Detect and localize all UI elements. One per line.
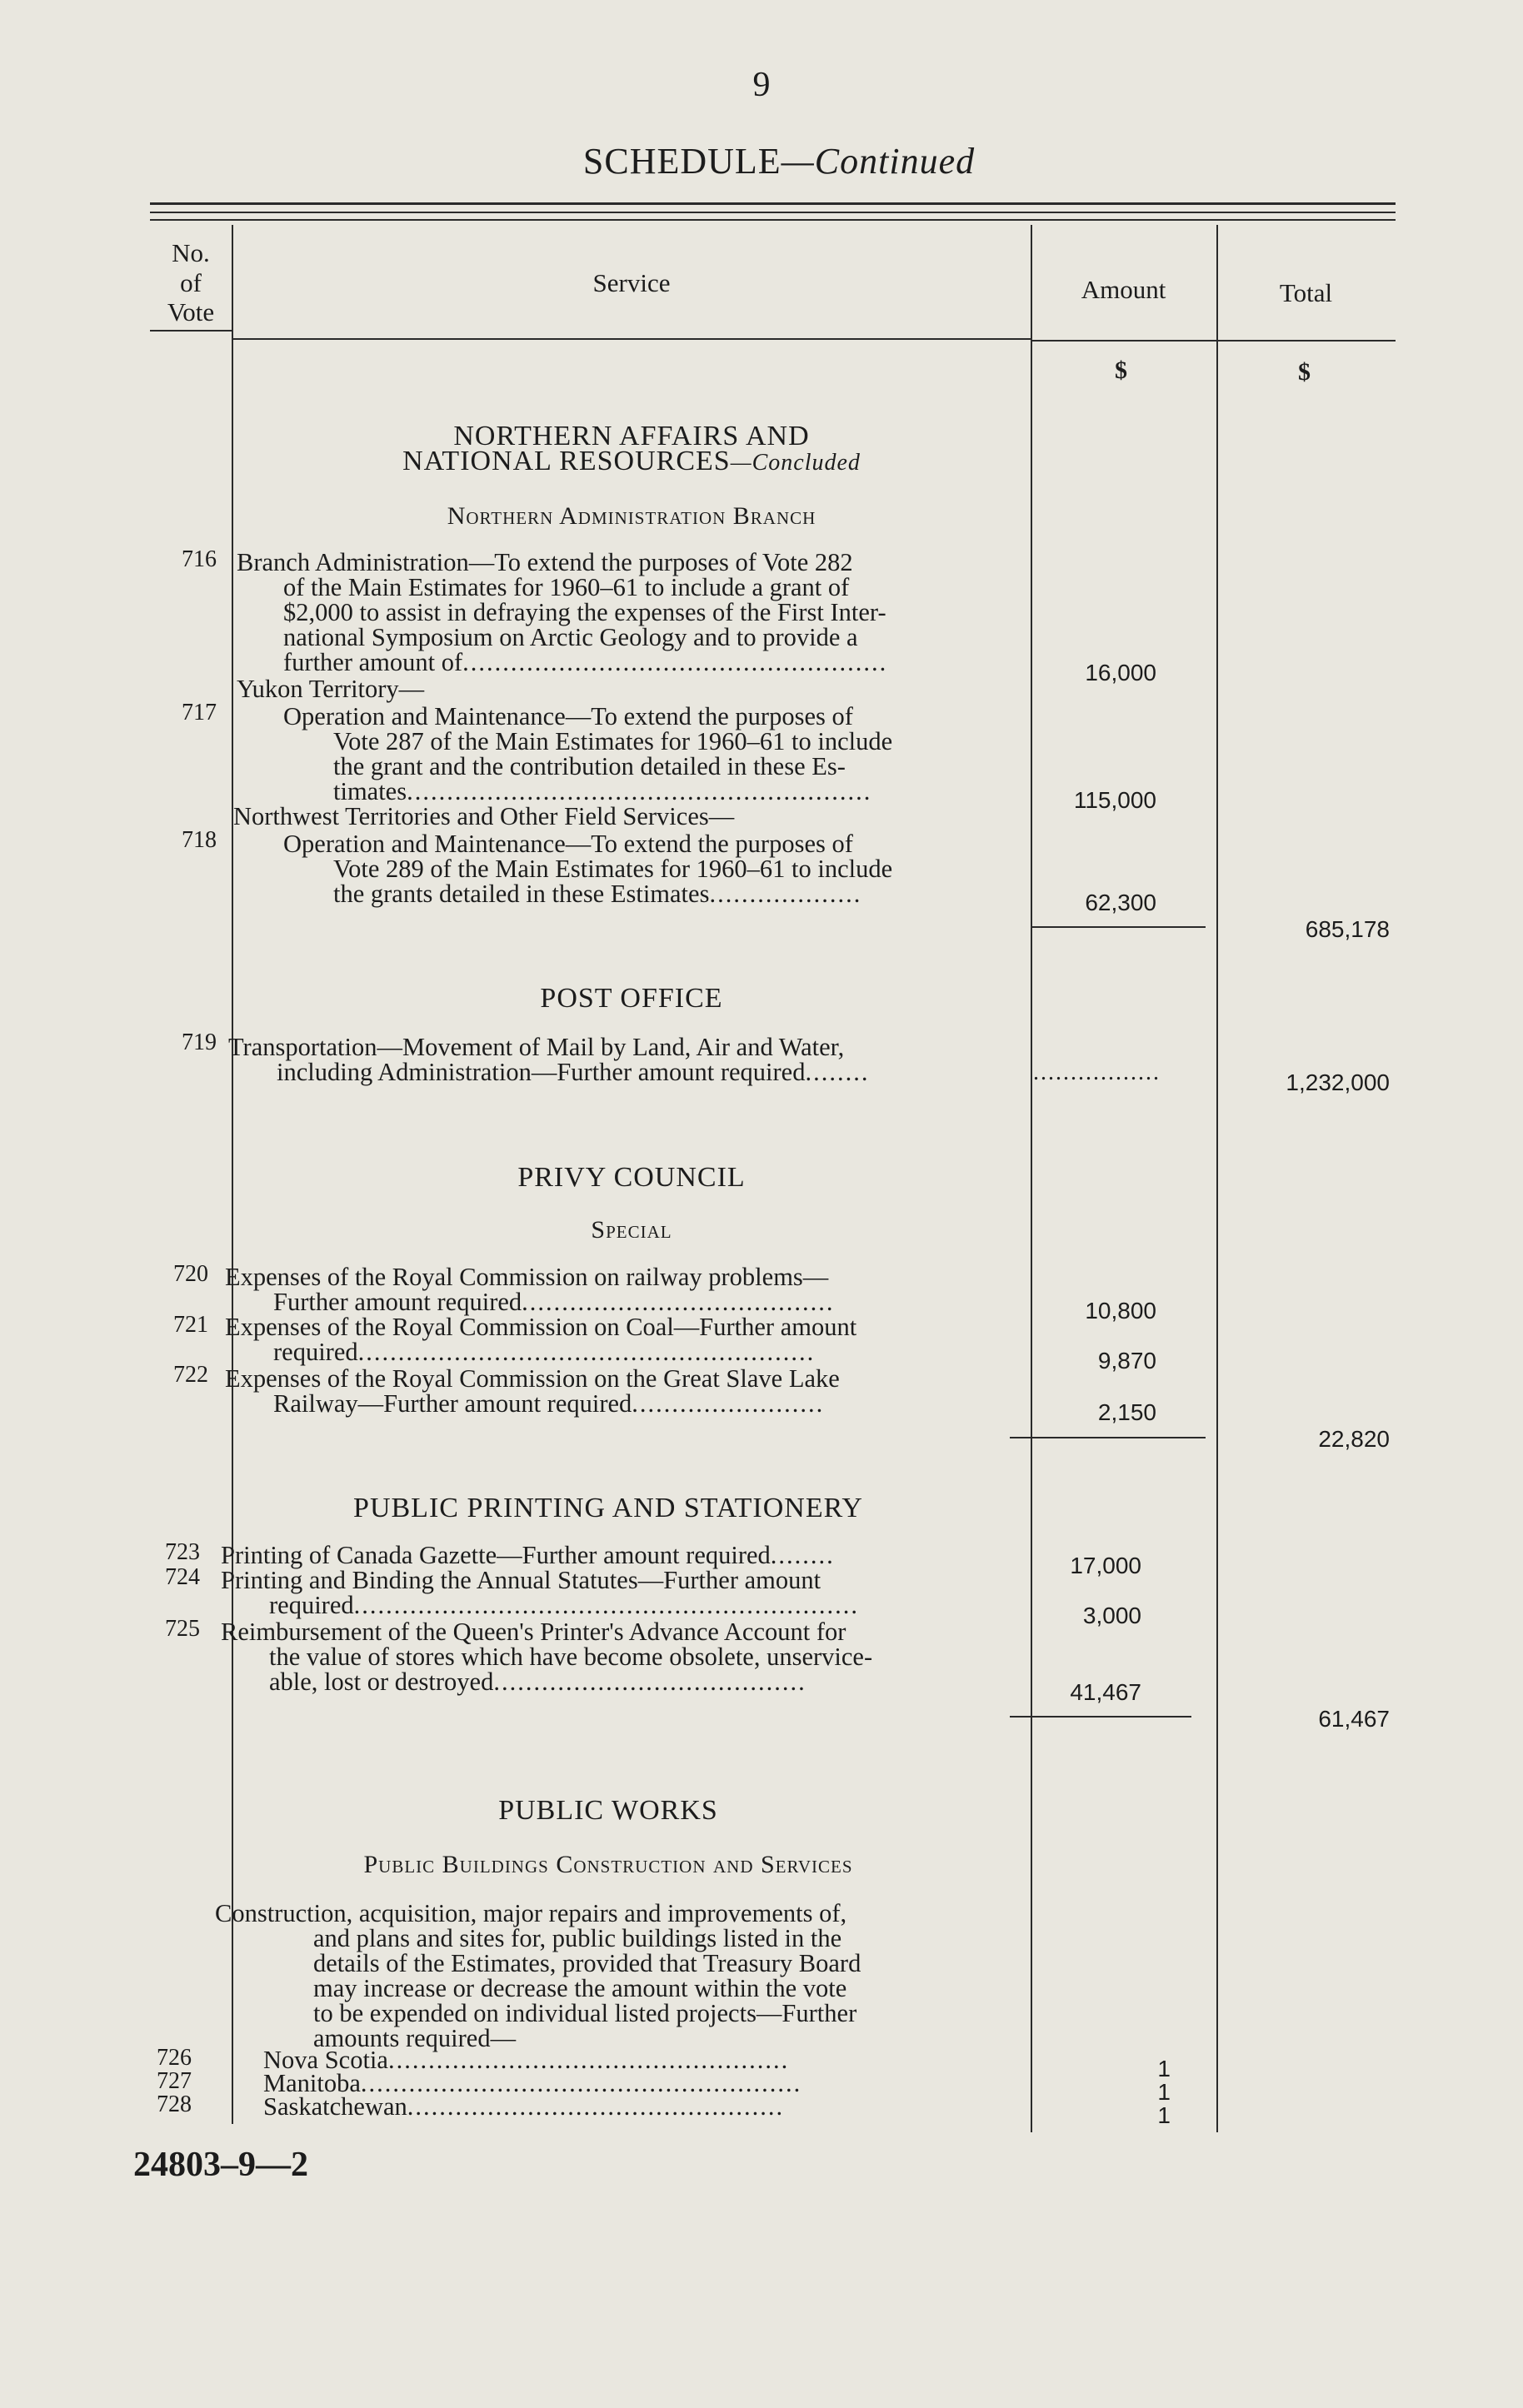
footer-code: 24803–9—2 (133, 2146, 308, 2184)
col-header-vote (150, 238, 232, 327)
privy-council-heading: PRIVY COUNCIL (517, 1162, 746, 1193)
line-text: Transportation—Movement of Mail by Land, Air and Water, (228, 1033, 845, 1061)
line-text: details of the Estimates, provided that Treasury Board (313, 1949, 861, 1977)
northern-heading-2-text: NATIONAL RESOURCES (402, 446, 731, 476)
line-text: required (269, 1591, 354, 1619)
vote-number: 726 (157, 2045, 192, 2071)
amount-723: 17,000 (1070, 1553, 1141, 1578)
line-text: Construction, acquisition, major repairs and improvements of, (215, 1899, 847, 1927)
line-text: the grants detailed in these Estimates (333, 880, 710, 908)
leader-dots: ........ (770, 1541, 835, 1569)
northern-heading-2 (232, 446, 1031, 477)
top-rule-2 (150, 212, 1396, 213)
total-northern: 685,178 (1305, 916, 1390, 942)
line-text: further amount of (283, 648, 463, 676)
amount-728: 1 (1157, 2102, 1171, 2128)
total-post-office: 1,232,000 (1286, 1069, 1390, 1095)
line-text: $2,000 to assist in defraying the expenses of the First Inter- (283, 598, 886, 626)
line-text: Operation and Maintenance—To extend the purposes of (283, 830, 853, 858)
line-text: to be expended on individual listed projects—Further (313, 1999, 857, 2027)
header-rule-service (232, 338, 1031, 340)
privy-council-subheading: Special (591, 1216, 672, 1244)
col-header-amount: Amount (1081, 275, 1166, 304)
amount-720: 10,800 (1085, 1298, 1156, 1324)
vote-number: 727 (157, 2068, 192, 2094)
line-text: of the Main Estimates for 1960–61 to include a grant of (283, 573, 850, 601)
total-dollar-sign: $ (1298, 358, 1311, 386)
top-rule-3 (150, 219, 1396, 221)
public-works-intro (215, 1901, 861, 2051)
amount-721: 9,870 (1097, 1348, 1156, 1374)
line-text: Vote 287 of the Main Estimates for 1960–61 to include (333, 727, 893, 755)
amount-725: 41,467 (1070, 1679, 1141, 1705)
line-text: required (273, 1338, 358, 1366)
vote-number: 719 (182, 1030, 217, 1055)
line-text: Reimbursement of the Queen's Printer's Advance Account for (221, 1618, 846, 1646)
line-text: national Symposium on Arctic Geology and to provide a (283, 623, 858, 651)
leader-dots: ................. (1033, 1059, 1161, 1085)
col-header-vote-line: of (180, 267, 202, 297)
leader-dots: .................................................. (387, 2046, 790, 2074)
vote-number: 717 (182, 700, 217, 725)
leader-dots: ....................................... (522, 1288, 835, 1316)
amount-724: 3,000 (1082, 1603, 1141, 1628)
schedule-title (0, 140, 1523, 182)
line-item-724 (221, 1568, 859, 1618)
vote-number: 716 (182, 546, 217, 572)
line-item-723 (221, 1543, 835, 1568)
subtotal-rule (1031, 926, 1206, 928)
leader-dots: ........ (805, 1058, 870, 1086)
line-text: Printing of Canada Gazette—Further amount required (221, 1541, 771, 1569)
leader-dots: ................... (709, 880, 862, 908)
line-text: Vote 289 of the Main Estimates for 1960–61 to include (333, 855, 893, 883)
amount-716: 16,000 (1085, 660, 1156, 686)
leader-dots: ........................ (632, 1389, 825, 1418)
nwt-heading: Northwest Territories and Other Field Services— (233, 802, 735, 830)
header-rule-amounts (1031, 340, 1396, 342)
schedule-title-suffix: —Continued (781, 141, 976, 182)
line-text: may increase or decrease the amount within the vote (313, 1974, 847, 2002)
northern-heading-1: NORTHERN AFFAIRS AND (453, 421, 810, 451)
top-rule-1 (150, 202, 1396, 205)
leader-dots: ....................................................... (360, 2069, 802, 2097)
line-text: Printing and Binding the Annual Statutes—Further amount (221, 1566, 821, 1594)
col-header-vote-line: No. (172, 238, 210, 267)
page-number: 9 (752, 66, 771, 104)
amount-column-divider (1216, 225, 1218, 2132)
line-text: Expenses of the Royal Commission on railway problems— (225, 1263, 829, 1291)
line-text: Saskatchewan (263, 2092, 407, 2121)
line-text: Branch Administration—To extend the purposes of Vote 282 (237, 548, 853, 576)
vote-number: 720 (173, 1261, 208, 1287)
public-works-heading: PUBLIC WORKS (498, 1795, 718, 1826)
header-rule-vote (150, 330, 232, 332)
line-item-721 (225, 1314, 856, 1364)
line-text: Manitoba (263, 2069, 361, 2097)
amount-717: 115,000 (1073, 787, 1156, 813)
line-text: Nova Scotia (263, 2046, 388, 2074)
line-text: Expenses of the Royal Commission on the Great Slave Lake (225, 1364, 840, 1393)
schedule-title-text: SCHEDULE (582, 141, 781, 182)
line-text: timates (333, 777, 407, 805)
public-works-subheading: Public Buildings Construction and Services (363, 1851, 853, 1878)
vote-number: 721 (173, 1312, 208, 1338)
col-header-total: Total (1279, 278, 1333, 307)
vote-number: 728 (157, 2091, 192, 2117)
leader-dots: .......................................................... (407, 777, 872, 805)
col-header-service: Service (592, 268, 671, 297)
vote-number: 725 (165, 1616, 200, 1642)
amount-727: 1 (1157, 2079, 1171, 2105)
line-text: the grant and the contribution detailed in these Es- (333, 752, 846, 780)
vote-number: 724 (165, 1564, 200, 1590)
col-header-vote-line: Vote (167, 297, 215, 327)
amount-726: 1 (1157, 2056, 1171, 2081)
line-item-718 (283, 831, 892, 906)
vote-number: 722 (173, 1362, 208, 1388)
line-text: amounts required— (313, 2024, 517, 2052)
public-printing-heading: PUBLIC PRINTING AND STATIONERY (353, 1493, 863, 1523)
leader-dots: ......................................................... (357, 1338, 816, 1366)
amount-dollar-sign: $ (1115, 356, 1127, 384)
post-office-heading: POST OFFICE (540, 983, 723, 1014)
line-item-716 (237, 550, 887, 675)
subtotal-rule (1010, 1716, 1191, 1718)
line-item-722 (225, 1366, 840, 1416)
line-text: the value of stores which have become obsolete, unservice- (269, 1643, 873, 1671)
subtotal-rule (1010, 1437, 1206, 1438)
amount-722: 2,150 (1097, 1399, 1156, 1425)
leader-dots: ....................................... (493, 1668, 806, 1696)
line-text: and plans and sites for, public buildings listed in the (313, 1924, 842, 1952)
line-item-717 (283, 704, 892, 804)
line-text: Further amount required (273, 1288, 522, 1316)
line-text: Railway—Further amount required (273, 1389, 632, 1418)
vote-number: 723 (165, 1539, 200, 1565)
line-text: able, lost or destroyed (269, 1668, 494, 1696)
total-privy-council: 22,820 (1318, 1426, 1390, 1452)
line-text: Operation and Maintenance—To extend the purposes of (283, 702, 853, 730)
line-item-719 (228, 1034, 869, 1084)
line-text: including Administration—Further amount required (277, 1058, 806, 1086)
line-item-728 (263, 2094, 784, 2119)
line-item-725 (221, 1619, 872, 1694)
total-public-printing: 61,467 (1318, 1706, 1390, 1732)
northern-heading-2-suffix: —Concluded (730, 450, 861, 476)
northern-subheading: Northern Administration Branch (447, 502, 816, 530)
yukon-heading: Yukon Territory— (237, 675, 425, 703)
leader-dots: ............................................................... (353, 1591, 859, 1619)
leader-dots: ............................................... (407, 2092, 785, 2121)
amount-718: 62,300 (1085, 890, 1156, 915)
line-item-720 (225, 1264, 835, 1314)
vote-number: 718 (182, 827, 217, 853)
line-text: Expenses of the Royal Commission on Coal—Further amount (225, 1313, 857, 1341)
leader-dots: ..................................................... (462, 648, 888, 676)
